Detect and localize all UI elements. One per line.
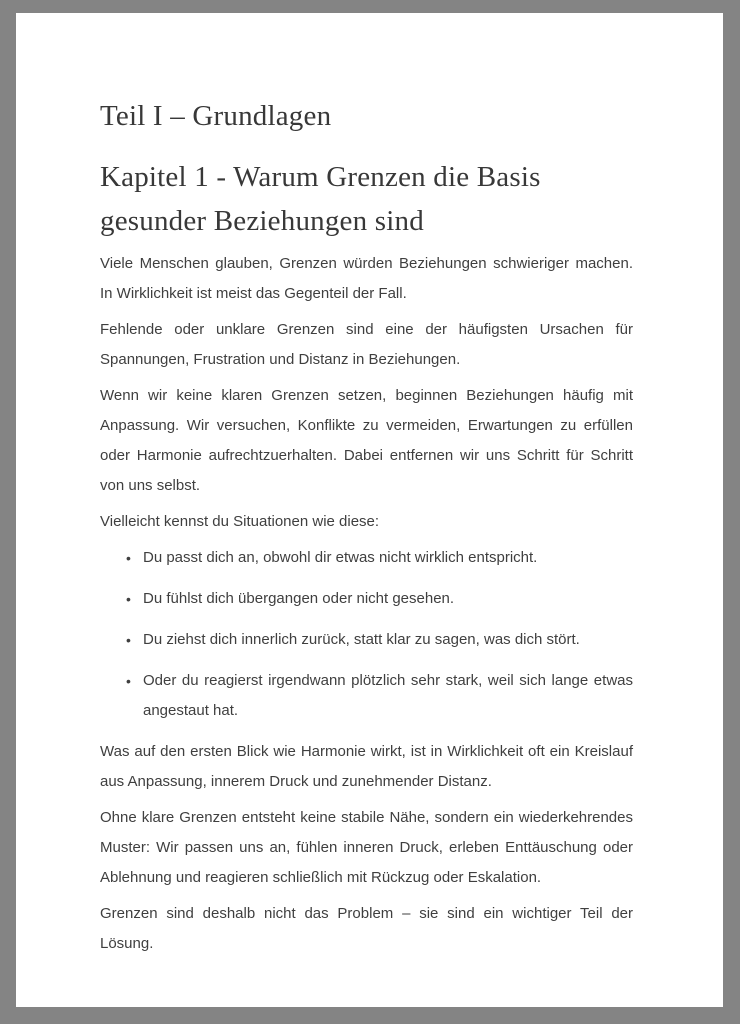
paragraph-closing-2: Ohne klare Grenzen entsteht keine stabile Nähe, sondern ein wiederkehrendes Muster: Wir passen uns an, fühlen inneren Druck, erleben Enttäuschung oder Ablehnung und reagieren schließlich mit Rückzug oder Eskalation. [100,809,633,886]
document-page [16,13,723,1007]
bullet-item-4 [126,666,633,726]
bullet-item-2-text: Du fühlst dich übergangen oder nicht gesehen. [143,590,455,607]
paragraph-closing-3: Grenzen sind deshalb nicht das Problem – sie sind ein wichtiger Teil der Lösung. [100,905,633,952]
bullet-icon: • [126,673,131,689]
bullet-icon: • [126,591,131,607]
bullet-item-1-text: Du passt dich an, obwohl dir etwas nicht wirklich entspricht. [143,549,538,566]
chapter-title: Kapitel 1 - Warum Grenzen die Basis gesunder Beziehungen sind [100,161,541,237]
paragraph-intro-2: Fehlende oder unklare Grenzen sind eine der häufigsten Ursachen für Spannungen, Frustration und Distanz in Beziehungen. [100,321,633,368]
bullet-item-2 [126,584,633,614]
paragraph-intro-3: Wenn wir keine klaren Grenzen setzen, beginnen Beziehungen häufig mit Anpassung. Wir versuchen, Konflikte zu vermeiden, Erwartungen zu erfüllen oder Harmonie aufrechtzuerhalten. Dabei entfernen wir uns Schritt für Schritt von uns selbst. [100,387,633,494]
bullet-item-3-text: Du ziehst dich innerlich zurück, statt klar zu sagen, was dich stört. [143,631,580,648]
part-title: Teil I – Grundlagen [100,100,332,132]
bullet-item-3 [126,625,633,655]
bullet-icon: • [126,632,131,648]
bullet-list [100,543,633,726]
paragraph-closing-1: Was auf den ersten Blick wie Harmonie wirkt, ist in Wirklichkeit oft ein Kreislauf aus Anpassung, innerem Druck und zunehmender Distanz. [100,743,633,790]
paragraph-intro-1: Viele Menschen glauben, Grenzen würden Beziehungen schwieriger machen. In Wirklichkeit ist meist das Gegenteil der Fall. [100,255,633,302]
bullet-item-1 [126,543,633,573]
bullet-icon: • [126,550,131,566]
paragraph-list-lead: Vielleicht kennst du Situationen wie diese: [100,513,380,530]
bullet-item-4-text: Oder du reagierst irgendwann plötzlich sehr stark, weil sich lange etwas angestaut hat. [143,672,633,719]
